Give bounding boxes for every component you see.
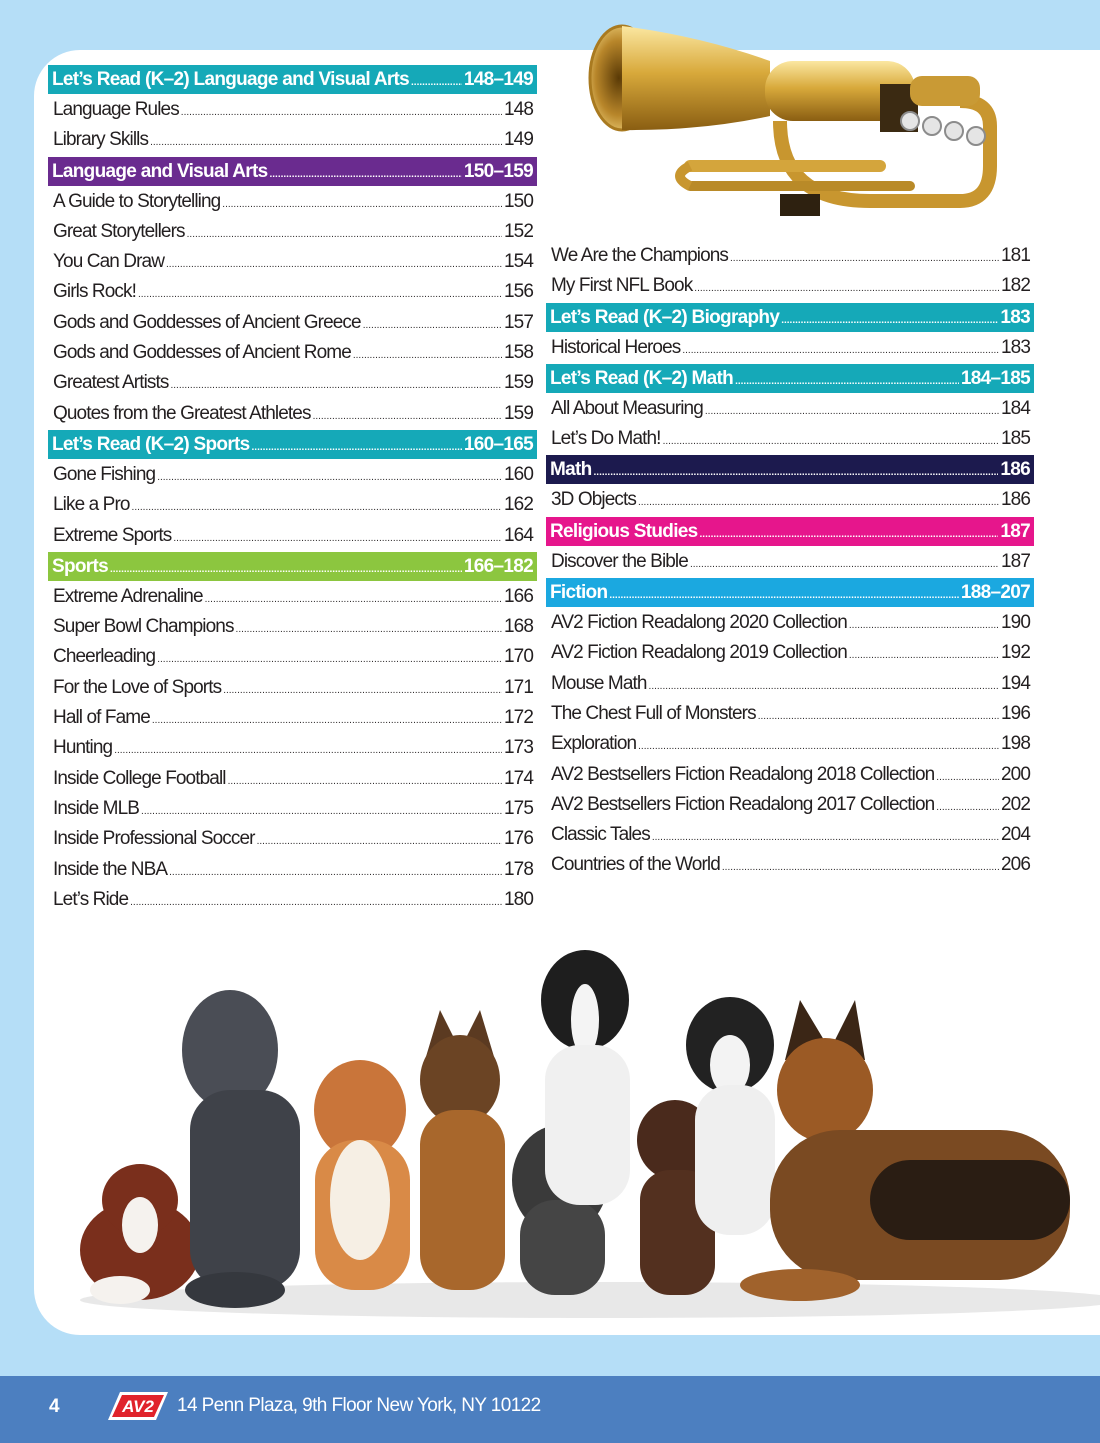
entry-title: Gods and Goddesses of Ancient Greece	[53, 311, 361, 333]
entry-title: Great Storytellers	[53, 220, 185, 242]
entry-title: Discover the Bible	[551, 550, 688, 572]
entry-page-number: 186	[1000, 489, 1030, 511]
section-header	[546, 455, 1034, 484]
toc-entry[interactable]	[48, 764, 537, 794]
entry-title: Gods and Goddesses of Ancient Rome	[53, 342, 351, 364]
entry-title: Extreme Adrenaline	[53, 585, 203, 607]
toc-entry[interactable]	[546, 669, 1034, 699]
entry-title: Let’s Ride	[53, 888, 129, 910]
toc-entry[interactable]	[546, 850, 1034, 880]
dot-leader	[181, 98, 502, 128]
entry-title: All About Measuring	[551, 397, 703, 419]
entry-page-number: 183	[1000, 336, 1030, 358]
section-title: Math	[550, 459, 592, 481]
entry-page-number: 181	[1000, 245, 1030, 266]
section-title: Let’s Read (K–2) Language and Visual Arts	[52, 69, 410, 90]
toc-entry[interactable]	[48, 125, 537, 155]
page-number: 4	[49, 1396, 60, 1417]
entry-page-number: 160	[503, 463, 533, 485]
entry-page-number: 196	[1000, 702, 1030, 724]
entry-page-number: 156	[503, 281, 533, 303]
toc-entry[interactable]	[546, 271, 1034, 301]
section-header	[48, 430, 537, 459]
dot-leader	[138, 280, 502, 310]
entry-page-number: 184	[1000, 397, 1030, 419]
toc-entry[interactable]	[48, 187, 537, 217]
entry-title: Girls Rock!	[53, 281, 136, 303]
entry-title: You Can Draw	[53, 251, 165, 273]
toc-entry[interactable]	[546, 699, 1034, 729]
dot-leader	[690, 550, 999, 580]
entry-title: Classic Tales	[551, 824, 650, 846]
entry-title: We Are the Champions	[551, 245, 729, 266]
entry-title: Gone Fishing	[53, 463, 156, 485]
dot-leader	[152, 706, 502, 736]
entry-page-number: 194	[1000, 672, 1030, 694]
section-header	[546, 517, 1034, 546]
entry-title: AV2 Fiction Readalong 2019 Collection	[551, 642, 847, 664]
toc-entry[interactable]	[48, 308, 537, 338]
dot-leader	[169, 858, 502, 888]
dot-leader	[222, 190, 502, 220]
toc-entry[interactable]	[48, 460, 537, 490]
entry-page-number: 171	[503, 676, 533, 698]
toc-entry[interactable]	[48, 247, 537, 277]
dot-leader	[236, 615, 502, 645]
entry-page-number: 178	[503, 858, 533, 880]
dot-leader	[849, 641, 999, 671]
dot-leader	[758, 702, 999, 732]
dot-leader	[638, 488, 999, 518]
toc-entry[interactable]	[546, 760, 1034, 790]
toc-entry[interactable]	[48, 885, 537, 915]
dot-leader	[157, 463, 502, 493]
entry-page-number: 202	[1000, 793, 1030, 815]
entry-page-number: 170	[503, 646, 533, 668]
entry-page-number: 158	[503, 342, 533, 364]
dot-leader	[411, 68, 462, 97]
entry-page-number: 149	[503, 129, 533, 151]
toc-entry[interactable]	[48, 733, 537, 763]
section-header	[546, 578, 1034, 607]
entry-title: Inside MLB	[53, 797, 140, 819]
dogs-group-image	[40, 950, 1100, 1330]
entry-page-number: 174	[503, 767, 533, 789]
toc-entry[interactable]	[48, 368, 537, 398]
entry-title: Inside Professional Soccer	[53, 828, 255, 850]
dot-leader	[781, 306, 998, 335]
entry-page-number: 175	[503, 797, 533, 819]
footer-bar	[0, 1376, 1100, 1443]
toc-left-column	[48, 64, 537, 915]
toc-entry[interactable]	[48, 855, 537, 885]
dot-leader	[114, 736, 502, 766]
toc-entry[interactable]	[546, 485, 1034, 515]
toc-entry[interactable]	[48, 490, 537, 520]
section-title: Let’s Read (K–2) Biography	[550, 306, 780, 328]
dot-leader	[173, 524, 502, 554]
entry-title: AV2 Bestsellers Fiction Readalong 2018 Collection	[551, 763, 935, 785]
entry-title: Library Skills	[53, 129, 149, 151]
section-header	[48, 157, 537, 186]
toc-entry[interactable]	[546, 638, 1034, 668]
section-page-range: 187	[1000, 520, 1030, 542]
section-title: Let’s Read (K–2) Sports	[52, 433, 250, 455]
section-title: Let’s Read (K–2) Math	[550, 367, 734, 389]
dot-leader	[353, 341, 502, 371]
entry-page-number: 159	[503, 402, 533, 424]
entry-title: Mouse Math	[551, 672, 647, 694]
dot-leader	[652, 823, 999, 853]
section-page-range: 148–149	[463, 69, 533, 90]
entry-title: Hall of Fame	[53, 707, 150, 729]
entry-title: Greatest Artists	[53, 372, 169, 394]
section-page-range: 160–165	[463, 433, 533, 455]
dot-leader	[157, 645, 502, 675]
entry-page-number: 185	[1000, 428, 1030, 450]
entry-page-number: 204	[1000, 824, 1030, 846]
dot-leader	[228, 767, 502, 797]
entry-page-number: 187	[1000, 550, 1030, 572]
entry-page-number: 176	[503, 828, 533, 850]
section-header	[48, 552, 537, 581]
entry-page-number: 200	[1000, 763, 1030, 785]
section-title: Language and Visual Arts	[52, 160, 268, 182]
dot-leader	[663, 427, 999, 457]
entry-page-number: 168	[503, 616, 533, 638]
entry-page-number: 192	[1000, 642, 1030, 664]
dot-leader	[936, 763, 999, 793]
entry-title: Hunting	[53, 737, 113, 759]
dot-leader	[223, 676, 502, 706]
dot-leader	[363, 311, 502, 341]
toc-entry[interactable]	[546, 729, 1034, 759]
dot-leader	[257, 827, 502, 857]
dot-leader	[110, 555, 462, 584]
toc-entry[interactable]	[546, 394, 1034, 424]
toc-entry[interactable]	[546, 547, 1034, 577]
dot-leader	[730, 244, 999, 274]
entry-title: Extreme Sports	[53, 524, 172, 546]
entry-title: A Guide to Storytelling	[53, 190, 221, 212]
dot-leader	[609, 581, 959, 610]
entry-title: Let’s Do Math!	[551, 428, 661, 450]
entry-title: Historical Heroes	[551, 336, 681, 358]
entry-page-number: 172	[503, 707, 533, 729]
toc-entry[interactable]	[48, 582, 537, 612]
toc-entry[interactable]	[48, 703, 537, 733]
entry-title: AV2 Bestsellers Fiction Readalong 2017 Collection	[551, 793, 935, 815]
entry-title: Cheerleading	[53, 646, 156, 668]
entry-title: My First NFL Book	[551, 275, 693, 297]
entry-title: Inside College Football	[53, 767, 226, 789]
dot-leader	[170, 371, 502, 401]
entry-page-number: 206	[1000, 854, 1030, 876]
section-page-range: 166–182	[463, 555, 533, 577]
entry-page-number: 198	[1000, 733, 1030, 755]
dot-leader	[130, 888, 502, 918]
dot-leader	[638, 732, 999, 762]
entry-title: Like a Pro	[53, 494, 130, 516]
dot-leader	[313, 402, 502, 432]
dot-leader	[205, 585, 502, 615]
dot-leader	[705, 397, 999, 427]
entry-title: AV2 Fiction Readalong 2020 Collection	[551, 612, 847, 634]
section-page-range: 188–207	[960, 582, 1030, 604]
toc-entry[interactable]	[48, 521, 537, 551]
section-page-range: 150–159	[463, 160, 533, 182]
entry-page-number: 148	[503, 99, 533, 120]
toc-right-column	[546, 241, 1034, 881]
toc-entry[interactable]	[546, 608, 1034, 638]
section-title: Sports	[52, 555, 108, 577]
section-page-range: 183	[1000, 306, 1030, 328]
dot-leader	[735, 367, 959, 396]
section-header	[546, 303, 1034, 332]
entry-title: Exploration	[551, 733, 637, 755]
entry-title: Language Rules	[53, 99, 179, 120]
entry-page-number: 190	[1000, 612, 1030, 634]
toc-entry[interactable]	[48, 642, 537, 672]
section-page-range: 186	[1000, 459, 1030, 481]
toc-entry[interactable]	[48, 217, 537, 247]
dot-leader	[269, 160, 461, 189]
dot-leader	[682, 336, 999, 366]
toc-entry[interactable]	[48, 794, 537, 824]
entry-title: Countries of the World	[551, 854, 720, 876]
dot-leader	[166, 250, 502, 280]
entry-page-number: 173	[503, 737, 533, 759]
entry-page-number: 162	[503, 494, 533, 516]
toc-entry[interactable]	[48, 673, 537, 703]
publisher-address: 14 Penn Plaza, 9th Floor New York, NY 10122	[177, 1395, 541, 1416]
dot-leader	[150, 128, 502, 158]
dot-leader	[187, 220, 502, 250]
toc-entry[interactable]	[48, 338, 537, 368]
entry-title: For the Love of Sports	[53, 676, 222, 698]
dot-leader	[722, 853, 999, 883]
toc-entry[interactable]	[48, 824, 537, 854]
toc-entry[interactable]	[546, 241, 1034, 271]
dot-leader	[849, 611, 999, 641]
entry-page-number: 157	[503, 311, 533, 333]
entry-page-number: 150	[503, 190, 533, 212]
section-page-range: 184–185	[960, 367, 1030, 389]
section-title: Religious Studies	[550, 520, 698, 542]
section-header	[546, 364, 1034, 393]
dot-leader	[132, 493, 502, 523]
section-title: Fiction	[550, 582, 608, 604]
entry-page-number: 164	[503, 524, 533, 546]
entry-page-number: 180	[503, 888, 533, 910]
section-header	[48, 65, 537, 94]
entry-page-number: 152	[503, 220, 533, 242]
entry-title: The Chest Full of Monsters	[551, 702, 756, 724]
entry-page-number: 182	[1000, 275, 1030, 297]
entry-page-number: 154	[503, 251, 533, 273]
toc-entry[interactable]	[546, 820, 1034, 850]
dot-leader	[594, 458, 999, 487]
toc-entry[interactable]	[546, 333, 1034, 363]
toc-entry[interactable]	[48, 277, 537, 307]
dot-leader	[694, 274, 999, 304]
entry-title: Super Bowl Champions	[53, 616, 234, 638]
dot-leader	[700, 520, 999, 549]
entry-title: Quotes from the Greatest Athletes	[53, 402, 311, 424]
entry-page-number: 159	[503, 372, 533, 394]
dot-leader	[649, 672, 999, 702]
toc-entry[interactable]	[48, 612, 537, 642]
toc-entry[interactable]	[546, 424, 1034, 454]
dot-leader	[252, 433, 462, 462]
tuba-image	[580, 16, 1000, 231]
dot-leader	[141, 797, 502, 827]
toc-entry[interactable]	[546, 790, 1034, 820]
entry-page-number: 166	[503, 585, 533, 607]
av2-logo[interactable]	[102, 1388, 170, 1424]
svg-text:AV2: AV2	[122, 1397, 154, 1416]
dot-leader	[936, 793, 999, 823]
toc-entry[interactable]	[48, 399, 537, 429]
entry-title: 3D Objects	[551, 489, 636, 511]
toc-entry[interactable]	[48, 95, 537, 125]
entry-title: Inside the NBA	[53, 858, 168, 880]
